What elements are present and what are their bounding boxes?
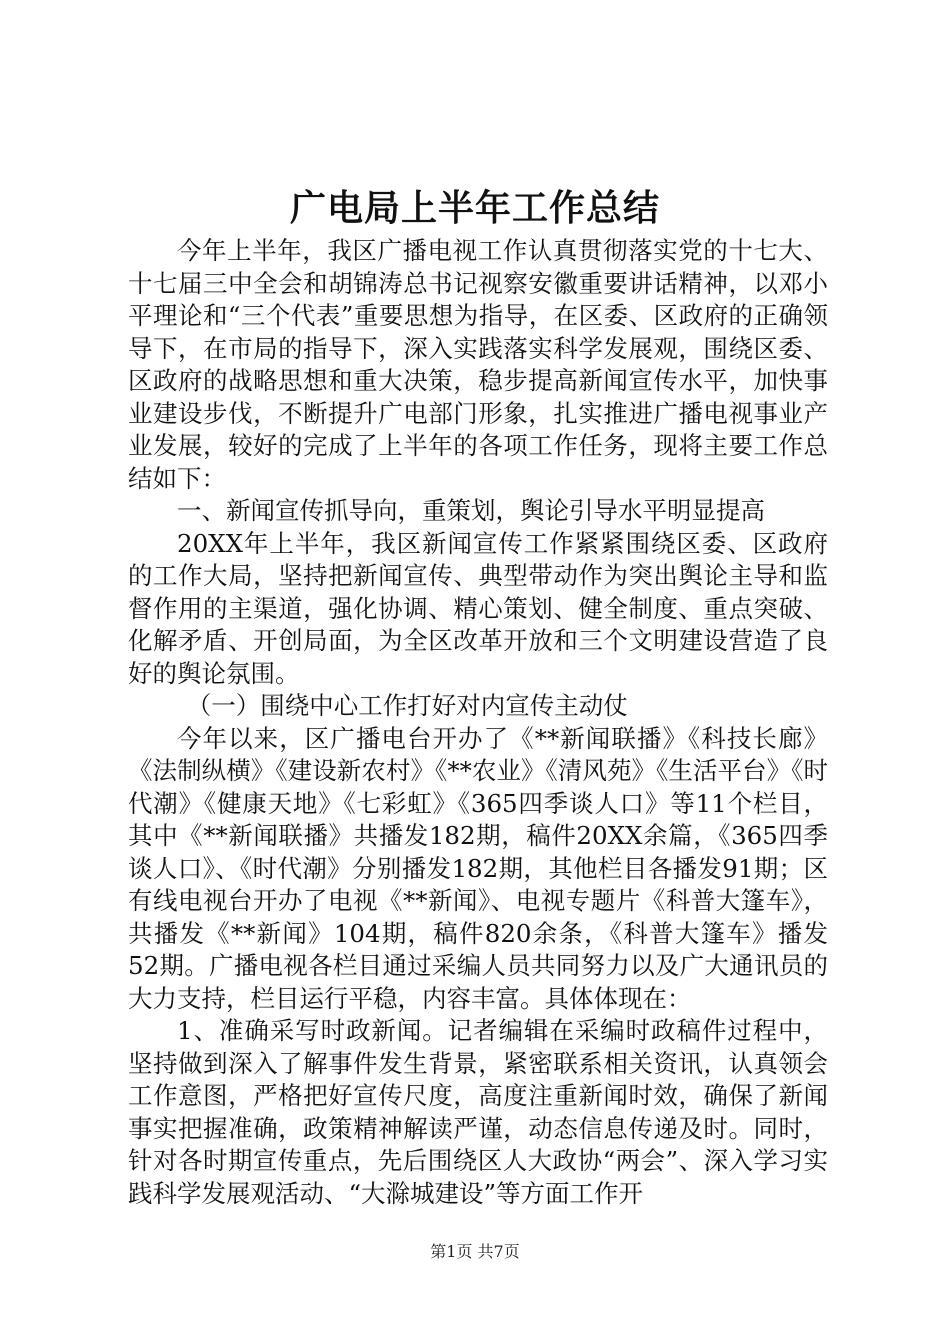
document-body (128, 235, 828, 1210)
item-1-paragraph: 1、准确采写时政新闻。记者编辑在采编时政稿件过程中，坚持做到深入了解事件发生背景，紧密联系相关资讯，认真领会工作意图，严格把好宣传尺度，高度注重新闻时效，确保了新闻事实把握准确，政策精神解读严谨，动态信息传递及时。同时，针对各时期宣传重点，先后围绕区人大政协“两会”、深入学习实践科学发展观活动、“大滁城建设”等方面工作开 (128, 1016, 828, 1208)
section-heading-1: 一、新闻宣传抓导向，重策划，舆论引导水平明显提高 (177, 496, 765, 525)
subsection-heading-1: （一）围绕中心工作打好对内宣传主动仗 (186, 691, 628, 720)
section-1-paragraph: 20XX年上半年，我区新闻宣传工作紧紧围绕区委、区政府的工作大局，坚持把新闻宣传、典型带动作为突出舆论主导和监督作用的主渠道，强化协调、精心策划、健全制度、重点突破、化解矛盾、开创局面，为全区改革开放和三个文明建设营造了良好的舆论氛围。 (128, 528, 828, 688)
intro-paragraph: 今年上半年，我区广播电视工作认真贯彻落实党的十七大、十七届三中全会和胡锦涛总书记视察安徽重要讲话精神，以邓小平理论和“三个代表”重要思想为指导，在区委、区政府的正确领导下，在市局的指导下，深入实践落实科学发展观，围绕区委、区政府的战略思想和重大决策，稳步提高新闻宣传水平，加快事业建设步伐，不断提升广电部门形象，扎实推进广播电视事业产业发展，较好的完成了上半年的各项工作任务，现将主要工作总结如下： (128, 236, 828, 493)
document-title: 广电局上半年工作总结 (289, 187, 660, 229)
subsection-1-paragraph: 今年以来，区广播电台开办了《**新闻联播》《科技长廊》《法制纵横》《建设新农村》《**农业》《清风苑》《生活平台》《时代潮》《健康天地》《七彩虹》《365四季谈人口》等11个栏目，其中《**新闻联播》共播发182期，稿件20XX余篇，《365四季谈人口》、《时代潮》分别播发182期，其他栏目各播发91期；区有线电视台开办了电视《**新闻》、电视专题片《科普大篷车》，共播发《**新闻》104期，稿件820余条，《科普大篷车》播发52期。广播电视各栏目通过采编人员共同努力以及广大通讯员的大力支持，栏目运行平稳，内容丰富。具体体现在： (128, 723, 828, 1013)
page-footer: 第1页 共7页 (430, 1242, 520, 1261)
